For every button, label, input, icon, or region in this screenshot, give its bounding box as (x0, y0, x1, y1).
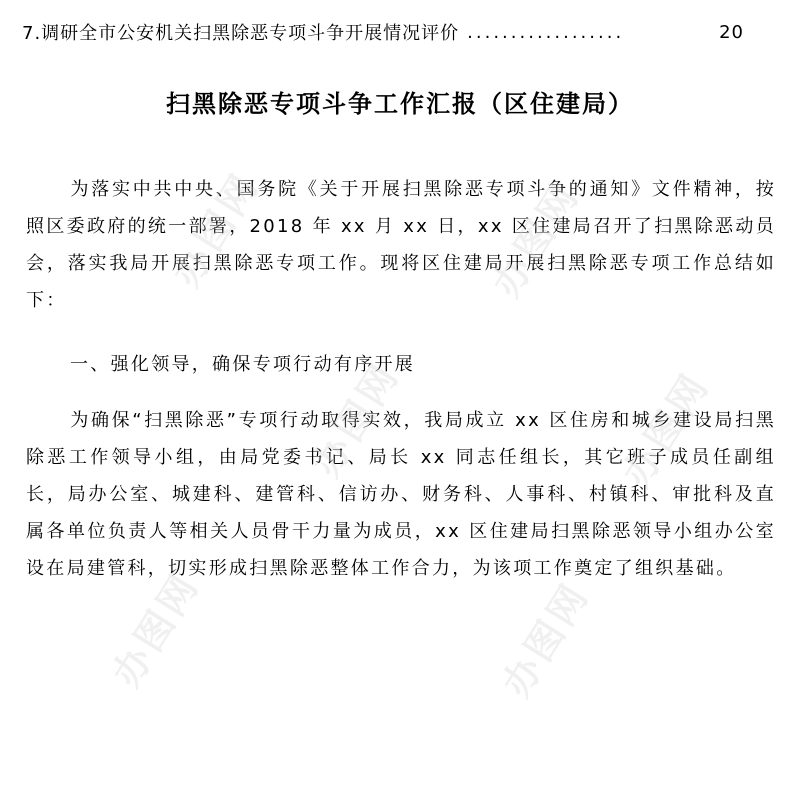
toc-entry[interactable] (22, 18, 744, 46)
paragraph-intro (26, 171, 776, 319)
watermark: 办图网 (613, 364, 719, 495)
toc-page-number: 20 (719, 21, 744, 43)
paragraph-intro-text: 为落实中共中央、国务院《关于开展扫黑除恶专项斗争的通知》文件精神，按照区委政府的统一部署，2018 年 xx 月 xx 日，xx 区住建局召开了扫黑除恶动员会，落实我局开展扫黑除恶专项工作。现将区住建局开展扫黑除恶专项工作总结如下： (26, 179, 776, 311)
watermark: 办图网 (483, 174, 589, 305)
toc-leader-dots: .................. (467, 21, 625, 43)
section-heading-1: 一、强化领导，确保专项行动有序开展 (70, 354, 416, 375)
document-title: 扫黑除恶专项斗争工作汇报（区住建局） (166, 90, 634, 118)
paragraph-section-1 (26, 402, 776, 587)
toc-entry-title: 7.调研全市公安机关扫黑除恶专项斗争开展情况评价 (22, 23, 460, 44)
watermark: 办图网 (103, 564, 209, 695)
paragraph-section-1-text: 为确保“扫黑除恶”专项行动取得实效，我局成立 xx 区住房和城乡建设局扫黑除恶工作领导小组，由局党委书记、局长 xx 同志任组长，其它班子成员任副组长，局办公室、城建科、建管科、信访办、财务科、人事科、村镇科、审批科及直属各单位负责人等相关人员骨干力量为成员，xx 区住建局扫黑除恶领导小组办公室设在局建管科，切实形成扫黑除恶整体工作合力，为该项工作奠定了组织基础。 (26, 410, 776, 579)
watermark: 办图网 (493, 574, 599, 705)
watermark: 办图网 (163, 164, 269, 295)
watermark: 办图网 (303, 354, 409, 485)
